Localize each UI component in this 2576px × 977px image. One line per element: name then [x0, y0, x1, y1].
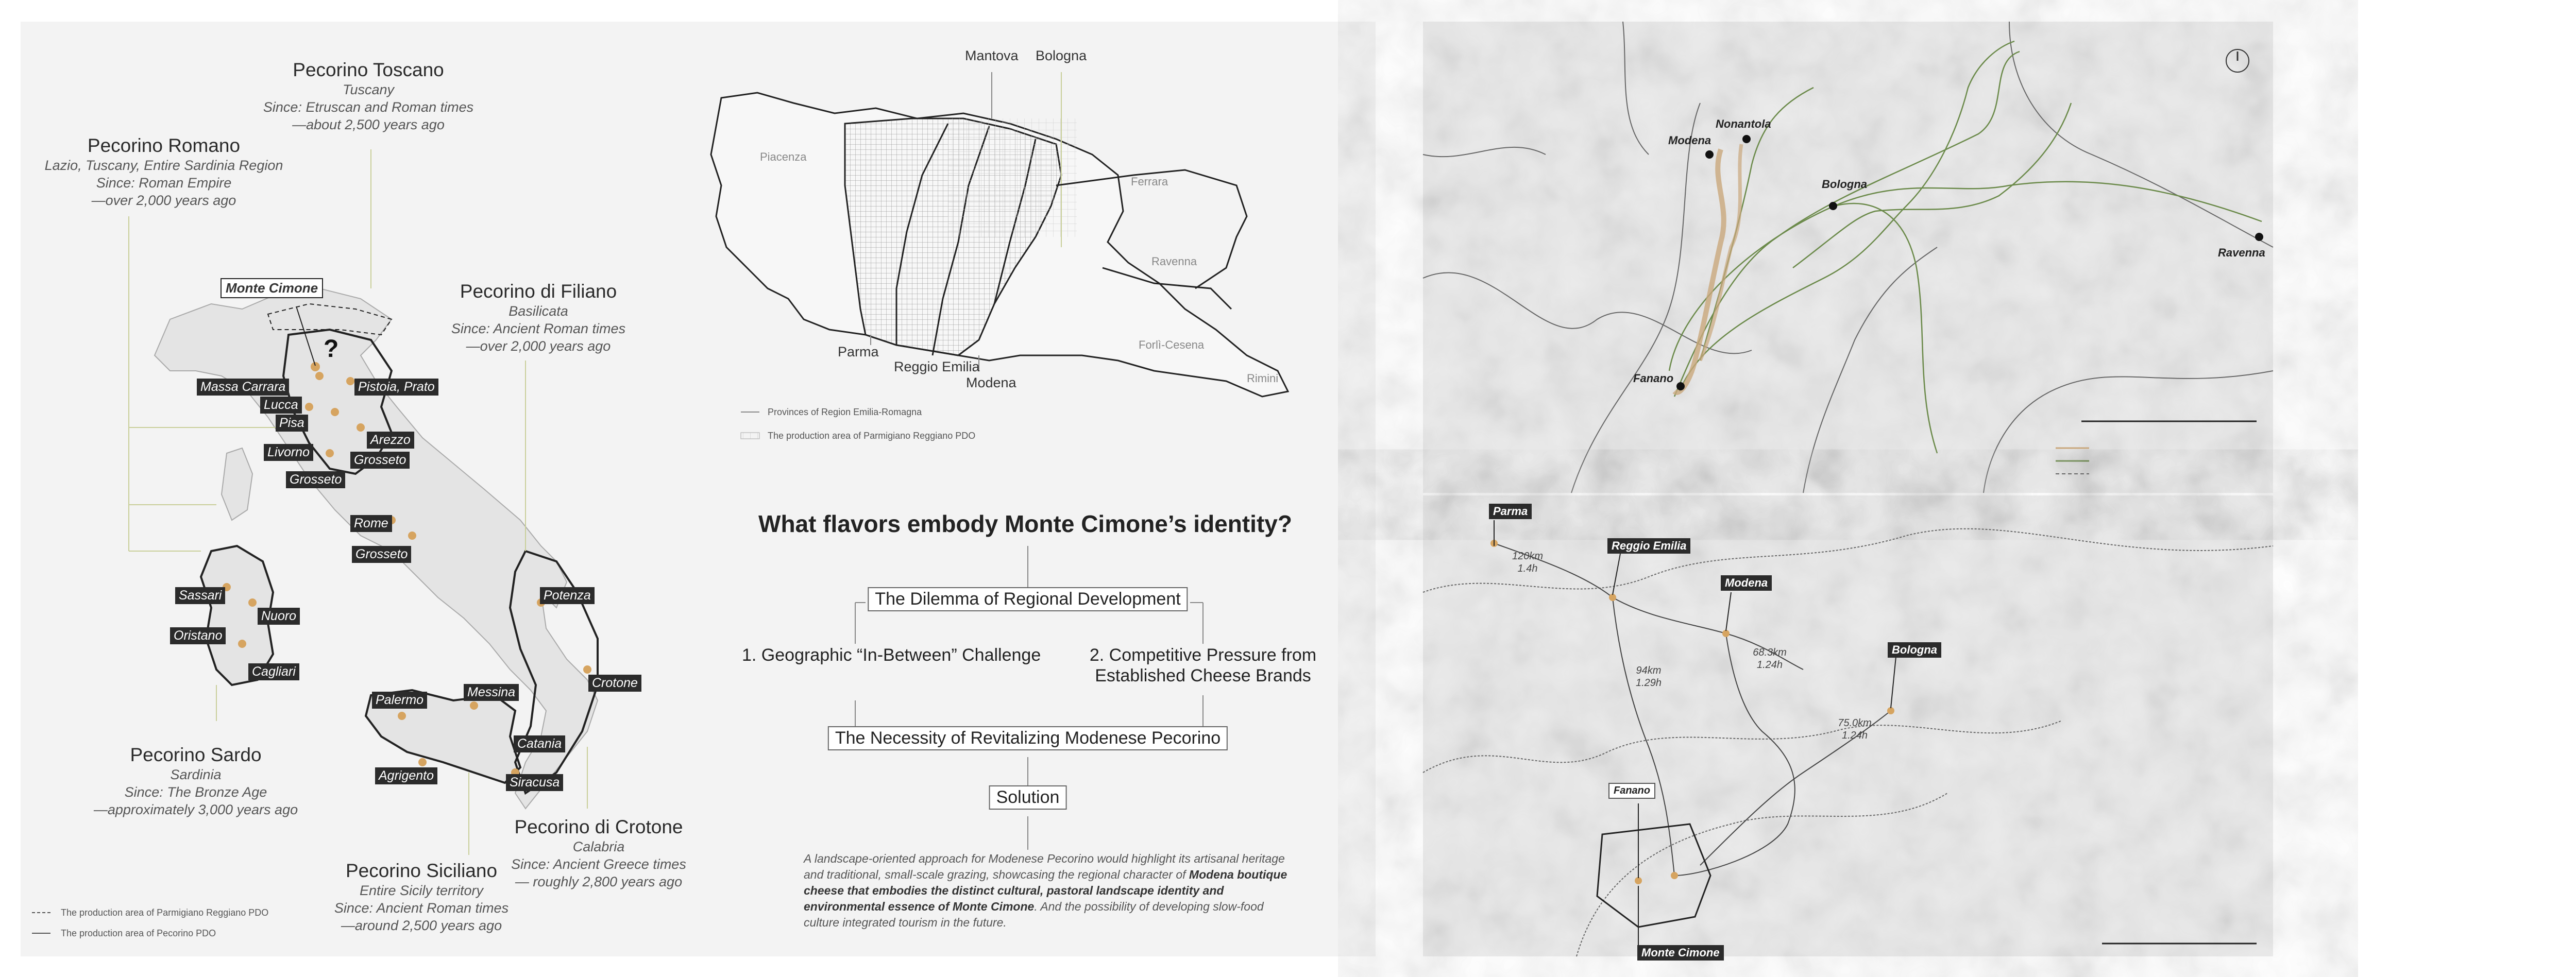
- pecorino-filiano-region: Basilicata: [509, 303, 568, 319]
- challenge-geographic: 1. Geographic “In-Between” Challenge: [742, 645, 1041, 665]
- pecorino-siciliano-since: Since: Ancient Roman times: [334, 900, 509, 916]
- place-pisa: Pisa: [276, 415, 308, 432]
- solution-paragraph-end: . And the possibility of developing slow-food culture integrated tourism in the future.: [804, 900, 1264, 929]
- pecorino-crotone-name: Pecorino di Crotone: [514, 816, 683, 837]
- pecorino-sardo-block: [94, 744, 298, 818]
- dist-label-bologna: Bologna: [1888, 642, 1941, 658]
- flow-question-title: What flavors embody Monte Cimone’s identity?: [758, 510, 1292, 537]
- pecorino-siciliano-block: [334, 860, 509, 934]
- route-city-ravenna: Ravenna: [2218, 246, 2265, 259]
- legend-pecorino-label: The production area of Pecorino PDO: [61, 928, 216, 938]
- province-forli-cesena: Forlì-Cesena: [1139, 338, 1205, 351]
- pecorino-toscano-age: —about 2,500 years ago: [292, 117, 445, 132]
- pecorino-sardo-since: Since: The Bronze Age: [124, 784, 267, 800]
- distance-modena-km: 68.3km: [1753, 647, 1787, 658]
- dist-label-reggio-emilia: Reggio Emilia: [1607, 538, 1690, 554]
- route-city-modena: Modena: [1668, 134, 1711, 147]
- necessity-box: The Necessity of Revitalizing Modenese Pecorino: [828, 726, 1228, 750]
- distance-bologna-km: 75.0km: [1838, 717, 1872, 729]
- pecorino-sardo-age: —approximately 3,000 years ago: [93, 802, 298, 817]
- pecorino-romano-block: [45, 135, 283, 209]
- pecorino-siciliano-region: Entire Sicily territory: [359, 883, 484, 898]
- legend-parmigiano-label: The production area of Parmigiano Reggiano PDO: [61, 907, 269, 918]
- er-city-parma: Parma: [838, 344, 879, 359]
- pecorino-siciliano-age: —around 2,500 years ago: [341, 918, 502, 933]
- pecorino-sardo-name: Pecorino Sardo: [130, 744, 262, 765]
- pecorino-filiano-name: Pecorino di Filiano: [460, 281, 617, 302]
- route-map-graphics: [1423, 22, 2273, 493]
- er-legend-provinces: Provinces of Region Emilia-Romagna: [768, 407, 922, 417]
- place-agrigento: Agrigento: [375, 767, 437, 784]
- province-rimini: Rimini: [1247, 372, 1279, 385]
- pecorino-toscano-block: [263, 59, 473, 133]
- distance-reggio-km: 94km: [1636, 665, 1662, 676]
- place-siracusa: Siracusa: [506, 774, 563, 791]
- pecorino-romano-age: —over 2,000 years ago: [91, 193, 236, 208]
- monte-cimone-dot: [311, 362, 320, 371]
- route-city-fanano: Fanano: [1633, 372, 1674, 385]
- place-messina: Messina: [464, 684, 519, 701]
- pecorino-toscano-name: Pecorino Toscano: [293, 59, 444, 80]
- place-livorno: Livorno: [264, 444, 313, 461]
- province-piacenza: Piacenza: [760, 150, 807, 163]
- challenge-competitive: [1090, 645, 1316, 686]
- pecorino-toscano-region: Tuscany: [342, 82, 395, 97]
- distance-modena-h: 1.24h: [1756, 659, 1783, 671]
- distance-parma-h: 1.4h: [1517, 563, 1538, 574]
- monte-cimone-callout: Monte Cimone: [221, 278, 323, 298]
- distance-bologna: [1838, 717, 1872, 742]
- place-grosseto-1: Grosseto: [350, 452, 410, 469]
- solution-box: Solution: [989, 785, 1067, 810]
- pecorino-romano-since: Since: Roman Empire: [96, 175, 232, 191]
- place-oristano: Oristano: [170, 627, 226, 644]
- er-city-bologna-top: Bologna: [1036, 48, 1087, 63]
- corsica: [222, 448, 252, 520]
- pecorino-crotone-block: [511, 816, 686, 890]
- dist-label-fanano: Fanano: [1608, 783, 1655, 799]
- province-ferrara: Ferrara: [1131, 175, 1168, 188]
- pecorino-crotone-age: — roughly 2,800 years ago: [515, 874, 683, 889]
- er-city-reggio-emilia: Reggio Emilia: [894, 359, 980, 374]
- distance-reggio-h: 1.29h: [1635, 677, 1662, 689]
- place-nuoro: Nuoro: [258, 608, 300, 625]
- er-city-mantova: Mantova: [965, 48, 1019, 63]
- pecorino-sardo-region: Sardinia: [170, 767, 222, 782]
- challenge-competitive-line2: Established Cheese Brands: [1095, 666, 1311, 685]
- pecorino-filiano-block: [451, 281, 625, 355]
- distance-bologna-h: 1.24h: [1841, 730, 1868, 741]
- distance-parma: [1512, 550, 1543, 575]
- distance-reggio: [1636, 664, 1662, 689]
- place-catania: Catania: [514, 735, 565, 752]
- distance-parma-km: 120km: [1512, 551, 1544, 562]
- place-grosseto-3: Grosseto: [352, 546, 411, 563]
- pecorino-romano-name: Pecorino Romano: [87, 135, 241, 156]
- place-arezzo: Arezzo: [367, 432, 414, 449]
- dilemma-box: The Dilemma of Regional Development: [868, 587, 1188, 611]
- place-palermo: Palermo: [372, 692, 427, 709]
- pecorino-toscano-since: Since: Etruscan and Roman times: [263, 99, 474, 115]
- solution-paragraph-bold: Modena boutique cheese that embodies the distinct cultural, pastoral landscape identity and environmental essence of Monte Cimone: [804, 868, 1287, 913]
- pecorino-crotone-since: Since: Ancient Greece times: [511, 856, 686, 872]
- question-mark: ?: [324, 335, 339, 363]
- er-legend-pdo: The production area of Parmigiano Reggiano PDO: [768, 431, 976, 441]
- place-grosseto-2: Grosseto: [286, 471, 345, 488]
- pecorino-siciliano-name: Pecorino Siciliano: [345, 860, 498, 881]
- er-city-modena: Modena: [966, 375, 1016, 390]
- place-cagliari: Cagliari: [248, 663, 299, 680]
- pecorino-romano-region: Lazio, Tuscany, Entire Sardinia Region: [44, 158, 283, 173]
- challenge-competitive-line1: 2. Competitive Pressure from: [1089, 645, 1317, 665]
- solution-paragraph-start: A landscape-oriented approach for Modenese Pecorino would highlight its artisanal heritage and traditional, small-scale grazing, showcasing the regional character of: [804, 852, 1285, 881]
- place-potenza: Potenza: [540, 587, 595, 604]
- pecorino-filiano-age: —over 2,000 years ago: [466, 338, 611, 354]
- place-lucca: Lucca: [260, 397, 302, 414]
- solution-paragraph: [804, 851, 1298, 931]
- place-pistoia-prato: Pistoia, Prato: [354, 379, 438, 396]
- route-city-bologna: Bologna: [1822, 178, 1867, 191]
- dist-label-monte-cimone: Monte Cimone: [1637, 945, 1724, 961]
- dist-label-parma: Parma: [1489, 504, 1532, 519]
- distance-modena: [1753, 646, 1787, 671]
- er-legend-hatch: [741, 433, 759, 439]
- dist-label-modena: Modena: [1721, 575, 1772, 591]
- route-city-nonantola: Nonantola: [1716, 117, 1771, 130]
- place-sassari: Sassari: [175, 587, 225, 604]
- pecorino-filiano-since: Since: Ancient Roman times: [451, 321, 626, 336]
- place-crotone: Crotone: [588, 675, 641, 692]
- place-massa-carrara: Massa Carrara: [197, 379, 289, 396]
- province-ravenna: Ravenna: [1151, 255, 1197, 268]
- pecorino-crotone-region: Calabria: [572, 839, 625, 854]
- place-rome: Rome: [350, 515, 392, 532]
